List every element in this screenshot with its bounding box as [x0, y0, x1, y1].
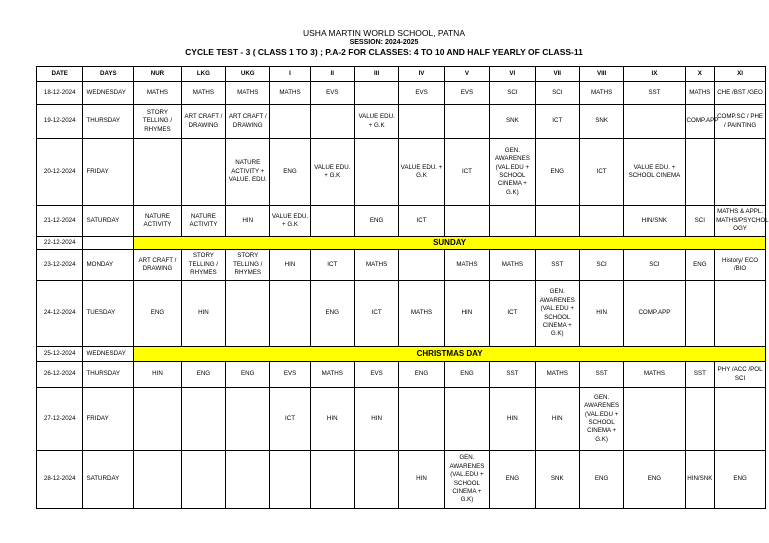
subject-cell: EVS — [270, 362, 310, 388]
date-cell: 27-12-2024 — [37, 388, 83, 451]
table-row — [37, 237, 766, 250]
subject-cell: HIN — [535, 388, 579, 451]
table-row — [37, 347, 766, 362]
date-cell: 21-12-2024 — [37, 206, 83, 237]
subject-cell — [226, 388, 270, 451]
table-row — [37, 206, 766, 237]
table-row — [37, 451, 766, 509]
table-row — [37, 281, 766, 347]
subject-cell — [444, 388, 489, 451]
subject-cell: GEN. AWARENES (VAL.EDU + SCHOOL CINEMA + G.K) — [444, 451, 489, 509]
subject-cell: NATURE ACTIVITY — [181, 206, 225, 237]
subject-cell: COMP.APP — [685, 105, 715, 139]
column-header: X — [685, 67, 715, 82]
column-header: IV — [399, 67, 444, 82]
subject-cell — [399, 250, 444, 281]
subject-cell: STORY TELLING / RHYMES — [226, 250, 270, 281]
subject-cell: ICT — [354, 281, 398, 347]
subject-cell: ICT — [270, 388, 310, 451]
day-cell: SATURDAY — [83, 451, 134, 509]
day-cell — [83, 237, 134, 250]
subject-cell — [354, 139, 398, 206]
subject-cell: HIN — [354, 388, 398, 451]
subject-cell: MATHS — [354, 250, 398, 281]
subject-cell: ICT — [490, 281, 535, 347]
subject-cell — [310, 206, 354, 237]
subject-cell: ART CRAFT / DRAWING — [181, 105, 225, 139]
subject-cell: ENG — [181, 362, 225, 388]
column-header: I — [270, 67, 310, 82]
subject-cell — [535, 206, 579, 237]
subject-cell: VALUE EDU. + G.K — [354, 105, 398, 139]
column-header: III — [354, 67, 398, 82]
subject-cell: History/ ECO /BIO — [715, 250, 766, 281]
subject-cell: MATHS — [579, 82, 623, 105]
subject-cell: ENG — [490, 451, 535, 509]
subject-cell: MATHS — [270, 82, 310, 105]
date-cell: 19-12-2024 — [37, 105, 83, 139]
date-cell: 28-12-2024 — [37, 451, 83, 509]
date-cell: 20-12-2024 — [37, 139, 83, 206]
subject-cell: GEN. AWARENES (VAL.EDU + SCHOOL CINEMA + G.K) — [535, 281, 579, 347]
table-row — [37, 250, 766, 281]
subject-cell: ENG — [270, 139, 310, 206]
table-row — [37, 82, 766, 105]
day-cell: THURSDAY — [83, 362, 134, 388]
subject-cell — [354, 82, 398, 105]
exam-schedule-table — [36, 66, 769, 509]
day-cell: FRIDAY — [83, 139, 134, 206]
column-header: DATE — [37, 67, 83, 82]
subject-cell: HIN/SNK — [685, 451, 715, 509]
document-header — [0, 0, 768, 58]
column-header: II — [310, 67, 354, 82]
subject-cell: SNK — [490, 105, 535, 139]
subject-cell — [226, 281, 270, 347]
day-cell: MONDAY — [83, 250, 134, 281]
subject-cell — [685, 388, 715, 451]
subject-cell: VALUE EDU. + G.K — [310, 139, 354, 206]
subject-cell — [715, 139, 766, 206]
subject-cell: ICT — [310, 250, 354, 281]
day-cell: TUESDAY — [83, 281, 134, 347]
subject-cell: MATHS — [181, 82, 225, 105]
subject-cell: HIN — [310, 388, 354, 451]
subject-cell: HIN — [399, 451, 444, 509]
subject-cell: ART CRAFT / DRAWING — [226, 105, 270, 139]
subject-cell — [310, 451, 354, 509]
subject-cell — [270, 451, 310, 509]
column-header: NUR — [134, 67, 182, 82]
subject-cell: SNK — [535, 451, 579, 509]
subject-cell: HIN — [444, 281, 489, 347]
subject-cell: ENG — [226, 362, 270, 388]
school-name: USHA MARTIN WORLD SCHOOL, PATNA — [303, 28, 465, 38]
subject-cell: SCI — [685, 206, 715, 237]
subject-cell: NATURE ACTIVITY — [134, 206, 182, 237]
subject-cell: NATURE ACTIVITY + VALUE. EDU. — [226, 139, 270, 206]
subject-cell: VALUE EDU. + G.K — [270, 206, 310, 237]
subject-cell — [624, 105, 685, 139]
column-header: UKG — [226, 67, 270, 82]
exam-title: CYCLE TEST - 3 ( CLASS 1 TO 3) ; P.A-2 FOR CLASSES: 4 TO 10 AND HALF YEARLY OF CLASS-11 — [185, 47, 583, 58]
subject-cell — [715, 388, 766, 451]
subject-cell — [134, 451, 182, 509]
subject-cell: GEN. AWARENES (VAL.EDU + SCHOOL CINEMA + G.K) — [490, 139, 535, 206]
subject-cell: CHE /BST /GEO — [715, 82, 766, 105]
subject-cell: VALUE EDU. + G.K — [399, 139, 444, 206]
subject-cell: ENG — [310, 281, 354, 347]
subject-cell: ICT — [535, 105, 579, 139]
subject-cell: SST — [685, 362, 715, 388]
table-row — [37, 139, 766, 206]
subject-cell: MATHS — [535, 362, 579, 388]
subject-cell — [399, 388, 444, 451]
subject-cell: SCI — [535, 82, 579, 105]
subject-cell: PHY /ACC /POL SCI — [715, 362, 766, 388]
subject-cell: HIN/SNK — [624, 206, 685, 237]
subject-cell: ENG — [579, 451, 623, 509]
holiday-banner: CHRISTMAS DAY — [134, 347, 766, 362]
subject-cell: ART CRAFT / DRAWING — [134, 250, 182, 281]
subject-cell: ENG — [399, 362, 444, 388]
subject-cell: MATHS — [490, 250, 535, 281]
subject-cell — [270, 281, 310, 347]
subject-cell: SCI — [624, 250, 685, 281]
subject-cell: SST — [579, 362, 623, 388]
subject-cell: ICT — [579, 139, 623, 206]
day-cell: WEDNESDAY — [83, 347, 134, 362]
subject-cell: MATHS — [134, 82, 182, 105]
subject-cell: SST — [624, 82, 685, 105]
date-cell: 25-12-2024 — [37, 347, 83, 362]
subject-cell — [310, 105, 354, 139]
subject-cell: VALUE EDU. + SCHOOL CINEMA — [624, 139, 685, 206]
subject-cell: HIN — [226, 206, 270, 237]
subject-cell: ENG — [535, 139, 579, 206]
column-header: V — [444, 67, 489, 82]
subject-cell: EVS — [354, 362, 398, 388]
subject-cell: SNK — [579, 105, 623, 139]
session-label: SESSION: 2024-2025 — [349, 38, 419, 46]
subject-cell: ENG — [685, 250, 715, 281]
subject-cell — [715, 281, 766, 347]
holiday-banner: SUNDAY — [134, 237, 766, 250]
subject-cell: STORY TELLING / RHYMES — [181, 250, 225, 281]
subject-cell — [490, 206, 535, 237]
subject-cell — [226, 451, 270, 509]
date-cell: 18-12-2024 — [37, 82, 83, 105]
subject-cell — [624, 388, 685, 451]
subject-cell — [181, 388, 225, 451]
subject-cell: HIN — [270, 250, 310, 281]
subject-cell: ENG — [444, 362, 489, 388]
column-header: DAYS — [83, 67, 134, 82]
header-row — [37, 67, 766, 82]
subject-cell — [134, 139, 182, 206]
subject-cell: EVS — [444, 82, 489, 105]
subject-cell — [685, 281, 715, 347]
subject-cell — [579, 206, 623, 237]
subject-cell — [270, 105, 310, 139]
day-cell: WEDNESDAY — [83, 82, 134, 105]
table-row — [37, 362, 766, 388]
subject-cell: SCI — [490, 82, 535, 105]
table-row — [37, 105, 766, 139]
subject-cell: ENG — [134, 281, 182, 347]
day-cell: THURSDAY — [83, 105, 134, 139]
subject-cell: COMP.SC / PHE / PAINTING — [715, 105, 766, 139]
subject-cell: MATHS — [310, 362, 354, 388]
subject-cell: HIN — [134, 362, 182, 388]
subject-cell — [134, 388, 182, 451]
day-cell: SATURDAY — [83, 206, 134, 237]
subject-cell: MATHS & APPL. MATHS/PSYCHOL OGY — [715, 206, 766, 237]
subject-cell — [181, 451, 225, 509]
subject-cell — [685, 139, 715, 206]
subject-cell: HIN — [490, 388, 535, 451]
subject-cell: EVS — [310, 82, 354, 105]
column-header: VII — [535, 67, 579, 82]
date-cell: 26-12-2024 — [37, 362, 83, 388]
subject-cell: ENG — [624, 451, 685, 509]
date-cell: 24-12-2024 — [37, 281, 83, 347]
subject-cell: STORY TELLING / RHYMES — [134, 105, 182, 139]
subject-cell: ICT — [444, 139, 489, 206]
subject-cell: MATHS — [399, 281, 444, 347]
column-header: XI — [715, 67, 766, 82]
subject-cell — [444, 105, 489, 139]
subject-cell — [444, 206, 489, 237]
subject-cell: SST — [535, 250, 579, 281]
subject-cell: ENG — [715, 451, 766, 509]
date-cell: 23-12-2024 — [37, 250, 83, 281]
subject-cell: MATHS — [226, 82, 270, 105]
subject-cell: ICT — [399, 206, 444, 237]
column-header: VI — [490, 67, 535, 82]
subject-cell: MATHS — [444, 250, 489, 281]
subject-cell: HIN — [579, 281, 623, 347]
subject-cell: EVS — [399, 82, 444, 105]
subject-cell: GEN. AWARENES (VAL.EDU + SCHOOL CINEMA + G.K) — [579, 388, 623, 451]
column-header: IX — [624, 67, 685, 82]
subject-cell — [181, 139, 225, 206]
subject-cell — [399, 105, 444, 139]
subject-cell: MATHS — [685, 82, 715, 105]
subject-cell: SCI — [579, 250, 623, 281]
day-cell: FRIDAY — [83, 388, 134, 451]
subject-cell: SST — [490, 362, 535, 388]
subject-cell — [354, 451, 398, 509]
subject-cell: ENG — [354, 206, 398, 237]
column-header: VIII — [579, 67, 623, 82]
date-cell: 22-12-2024 — [37, 237, 83, 250]
subject-cell: COMP.APP — [624, 281, 685, 347]
subject-cell: HIN — [181, 281, 225, 347]
column-header: LKG — [181, 67, 225, 82]
table-row — [37, 388, 766, 451]
table-body — [37, 82, 769, 509]
subject-cell: MATHS — [624, 362, 685, 388]
